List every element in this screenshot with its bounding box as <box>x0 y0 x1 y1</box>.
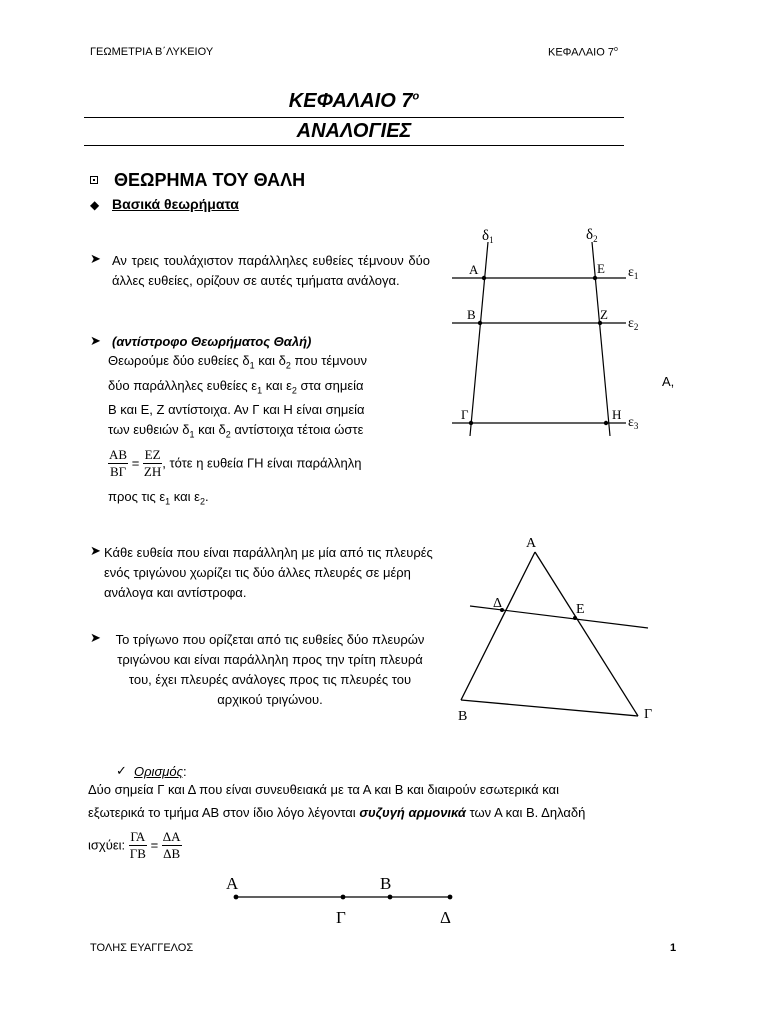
chapter-title-text: ΚΕΦΑΛΑΙΟ 7 <box>288 90 413 112</box>
label-g: Γ <box>336 908 346 927</box>
item2-heading: (αντίστροφο Θεωρήματος Θαλή) <box>112 334 312 349</box>
label-e2: $\varepsilon_2$ <box>628 316 639 332</box>
label-e: Ε <box>576 602 585 617</box>
definition-body <box>88 780 688 862</box>
thales-figure <box>440 220 680 440</box>
arrow-bullet-icon: ➤ <box>90 251 101 266</box>
point-e <box>593 276 597 280</box>
label-e: Ε <box>597 261 605 276</box>
item2-line1: Θεωρούμε δύο ευθείες $\delta_1$ και $\delta_2$ που τέμνουν <box>108 353 367 371</box>
section-heading: ΘΕΩΡΗΜΑ ΤΟΥ ΘΑΛΗ <box>114 170 306 190</box>
arrow-bullet-icon: ➤ <box>90 543 101 558</box>
stray-text: Α, <box>662 374 675 389</box>
label-b: Β <box>458 709 468 724</box>
header-left: ΓΕΩΜΕΤΡΙΑ Β΄ΛΥΚΕΙΟΥ <box>90 46 214 58</box>
square-bullet-icon <box>90 176 98 184</box>
definition-line3: ισχύει: $\frac{\Gamma A}{\Gamma B}$ = $\frac{\Delta A}{\Delta B}$ <box>88 829 181 861</box>
side-ab <box>461 552 535 700</box>
label-e1: $\varepsilon_1$ <box>628 265 639 281</box>
definition-line1: Δύο σημεία Γ και Δ που είναι συνευθειακά με τα Α και Β και διαιρούν εσωτερικά και <box>88 782 559 797</box>
point-a <box>234 895 239 900</box>
chapter-title-sup: ο <box>412 90 420 103</box>
title-rule-bottom <box>84 145 624 146</box>
definition-label: Ορισμός <box>134 764 183 779</box>
label-d: Δ <box>493 596 503 611</box>
item2-line2: δύο παράλληλες ευθείες $\varepsilon_1$ και $\varepsilon_2$ στα σημεία <box>108 377 364 396</box>
label-z: Ζ <box>600 307 608 322</box>
label-d: Δ <box>440 908 451 927</box>
point-a <box>482 276 486 280</box>
harmonic-figure <box>220 868 470 930</box>
point-b <box>478 321 482 325</box>
point-d <box>448 895 453 900</box>
item2-line5: $\frac{AB}{B\Gamma}$ = $\frac{EZ}{ZH}$ , τότε η ευθεία ΓΗ είναι παράλληλη <box>109 446 362 479</box>
header-right-text: ΚΕΦΑΛΑΙΟ 7 <box>548 46 614 59</box>
fraction-ab-bg: $\frac{AB}{B\Gamma}$ <box>109 446 128 479</box>
label-a: Α <box>226 874 239 893</box>
item3-text: Κάθε ευθεία που είναι παράλληλη με μία από τις πλευρές ενός τριγώνου χωρίζει τις δύο άλλες πλευρές σε μέρη ανάλογα και αντίστροφα. <box>104 545 433 600</box>
item2-line3: Β και Ε, Ζ αντίστοιχα. Αν Γ και Η είναι σημεία <box>108 402 365 418</box>
definition-label-wrap: Ορισμός: <box>134 764 187 779</box>
check-icon: ✓ <box>116 763 127 778</box>
fraction-ga-gb: $\frac{\Gamma A}{\Gamma B}$ <box>129 829 146 861</box>
label-b: Β <box>467 307 476 322</box>
label-h: Η <box>612 407 622 422</box>
arrow-bullet-icon: ➤ <box>90 333 101 348</box>
fraction-ez-zh: $\frac{EZ}{ZH}$ <box>143 446 162 479</box>
side-bg <box>461 700 638 716</box>
diamond-bullet-icon: ◆ <box>90 198 100 212</box>
section-subheading: Βασικά θεωρήματα <box>112 196 239 212</box>
label-d1: $\delta_1$ <box>482 228 494 245</box>
item2-body <box>108 351 430 511</box>
label-a: Α <box>526 536 537 551</box>
fraction-da-db: $\frac{\Delta A}{\Delta B}$ <box>162 829 181 861</box>
page-number: 1 <box>670 942 677 954</box>
header-right <box>548 46 618 59</box>
item2-line4: των ευθειών $\delta_1$ και $\delta_2$ αντίστοιχα τέτοια ώστε <box>108 422 364 440</box>
label-d2: $\delta_2$ <box>586 227 598 244</box>
title-rule-top <box>84 117 624 118</box>
footer-author: ΤΟΛΗΣ ΕΥΑΓΓΕΛΟΣ <box>90 942 194 954</box>
triangle-figure <box>440 528 670 724</box>
label-e3: $\varepsilon_3$ <box>628 415 639 431</box>
label-b: Β <box>380 874 392 893</box>
label-a: Α <box>469 262 479 277</box>
chapter-title <box>84 90 624 113</box>
item4-text: Το τρίγωνο που ορίζεται από τις ευθείες δύο πλευρών τριγώνου και είναι παράλληλη προς την τρίτη πλευρά του, έχει πλευρές ανάλογες προς τις πλευρές του αρχικού τριγώνου. <box>115 632 425 707</box>
item1-text: Αν τρεις τουλάχιστον παράλληλες ευθείες τέμνουν δύο άλλες ευθείες, ορίζουν σε αυτές τμήματα ανάλογα. <box>112 253 430 288</box>
label-g: Γ <box>461 407 469 422</box>
arrow-bullet-icon: ➤ <box>90 630 101 645</box>
point-g <box>469 421 473 425</box>
chapter-subtitle: ΑΝΑΛΟΓΙΕΣ <box>296 120 412 142</box>
header-right-sup: ο <box>613 46 618 53</box>
point-h <box>604 421 608 425</box>
point-b <box>388 895 393 900</box>
point-g <box>341 895 346 900</box>
item2-line6: προς τις $\varepsilon_1$ και $\varepsilon_2$. <box>108 488 209 507</box>
label-g: Γ <box>644 707 653 722</box>
definition-line2: εξωτερικά το τμήμα ΑΒ στον ίδιο λόγο λέγονται συζυγή αρμονικά των Α και Β. Δηλαδή <box>88 805 586 820</box>
side-ag <box>535 552 638 716</box>
